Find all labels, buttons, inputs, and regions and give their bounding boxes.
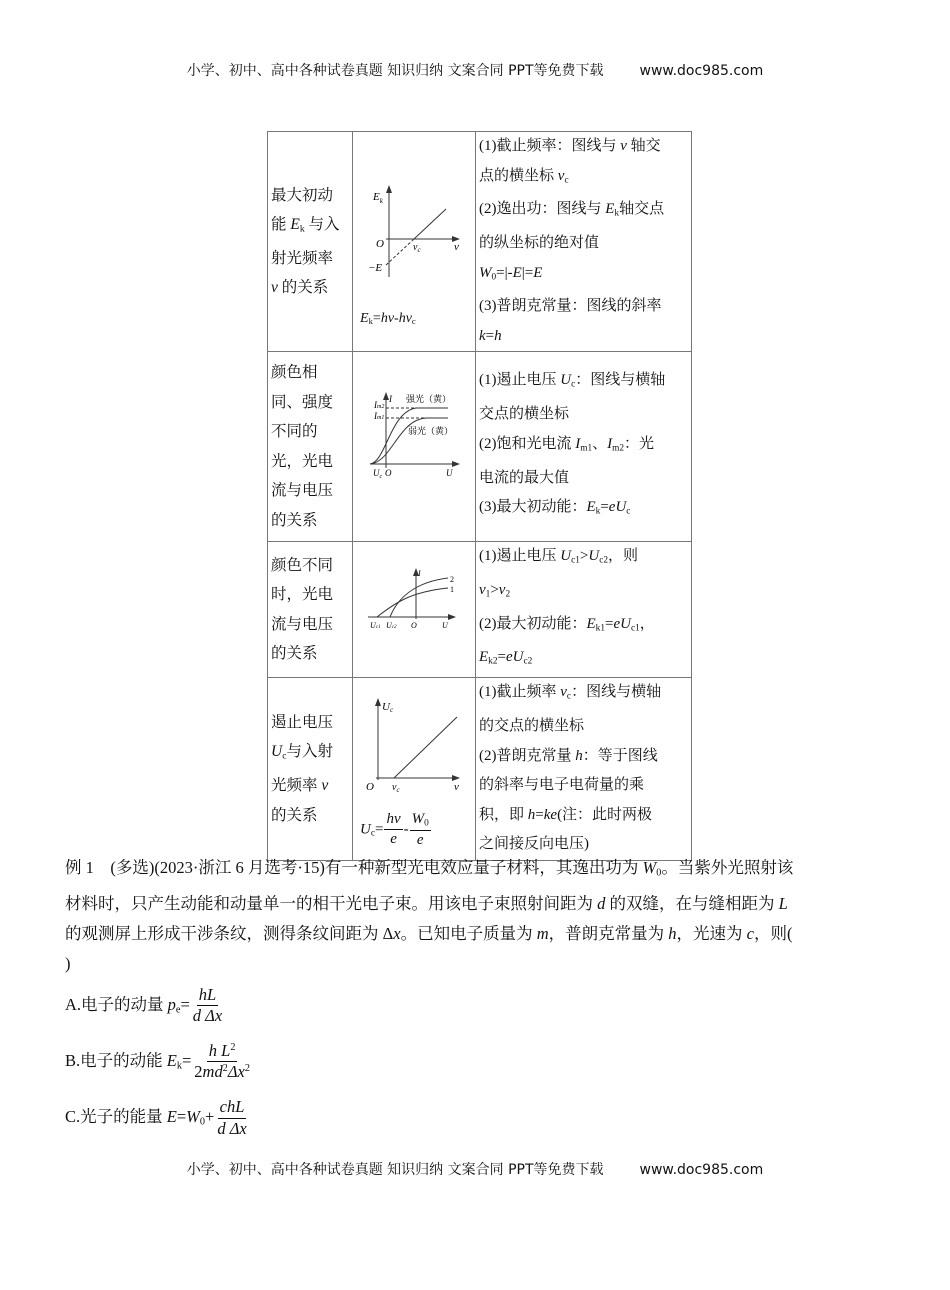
text-run: L xyxy=(221,1040,231,1060)
diagram-cell xyxy=(353,541,476,677)
origin-label: O xyxy=(366,781,374,794)
text-line xyxy=(271,244,349,274)
text-run: v xyxy=(560,684,567,701)
text-run: |= xyxy=(521,264,534,281)
text-run: 遏止电压 xyxy=(271,713,334,731)
text-run: h xyxy=(494,327,502,344)
numerator xyxy=(207,1041,238,1063)
table-row xyxy=(268,541,692,677)
text-run: 光，光电 xyxy=(271,452,334,470)
text-run: m xyxy=(536,923,549,943)
diagram-cell xyxy=(353,132,476,352)
text-line xyxy=(65,949,885,979)
curve-2-label: 2 xyxy=(450,575,454,585)
text-run: v xyxy=(271,279,278,297)
y-axis-label: I xyxy=(389,394,392,405)
text-run: E xyxy=(586,499,596,516)
text-run: 的关系 xyxy=(271,511,318,529)
text-run: c xyxy=(566,691,572,702)
uc2-label: Uc2 xyxy=(386,621,397,631)
text-run: k xyxy=(299,223,305,235)
text-run: m xyxy=(202,1062,215,1082)
option-b xyxy=(65,1041,885,1083)
x-intercept-label: $v_c$ xyxy=(413,242,421,255)
numerator xyxy=(197,985,218,1007)
diagram-cell xyxy=(353,352,476,542)
text-run: > xyxy=(490,581,499,598)
text-run: 点的横坐标 xyxy=(479,167,558,184)
text-line xyxy=(479,678,688,712)
text-run: E xyxy=(290,216,300,234)
uc-formula xyxy=(356,810,472,850)
text-run: k xyxy=(614,208,620,219)
text-run: 2 xyxy=(505,589,511,600)
text-run: = xyxy=(181,1050,192,1070)
text-run: - xyxy=(394,310,399,326)
text-run: h xyxy=(527,806,536,823)
text-run: ， xyxy=(639,615,655,632)
text-run: = xyxy=(176,1106,187,1126)
text-line xyxy=(271,388,349,418)
text-run: 与入射 xyxy=(286,743,333,761)
text-line xyxy=(271,358,349,388)
text-run: k xyxy=(176,1060,182,1072)
text-run: 。已知电子质量为 xyxy=(400,923,537,943)
text-line xyxy=(479,430,688,464)
text-line xyxy=(271,610,349,640)
text-run: I xyxy=(607,435,613,452)
footer-site: www.doc985.com xyxy=(639,1162,764,1178)
text-run: d xyxy=(214,1062,223,1082)
text-run: k xyxy=(479,327,486,344)
text-run: E xyxy=(166,1050,177,1070)
text-line xyxy=(479,610,688,644)
text-run: (2)饱和光电流 xyxy=(479,435,576,452)
text-run: E xyxy=(533,264,543,281)
text-run: = xyxy=(604,615,614,632)
x-axis-label: U xyxy=(442,621,448,631)
text-line xyxy=(271,708,349,738)
i-u-intensity-graph xyxy=(356,352,472,529)
text-run: = xyxy=(497,649,506,666)
text-run: U xyxy=(588,547,600,564)
text-run: ，光速为 xyxy=(676,923,747,943)
text-run: 最大初动 xyxy=(271,186,334,204)
text-run: = xyxy=(372,310,381,326)
text-run: (1)遏止电压 xyxy=(479,547,561,564)
text-run: 0 xyxy=(656,867,662,879)
photoelectric-graphs-table xyxy=(267,131,692,861)
text-run: 、 xyxy=(592,435,608,452)
text-line xyxy=(479,771,688,801)
text-line xyxy=(271,181,349,211)
text-run: U xyxy=(271,743,283,761)
text-run: (2)最大初动能： xyxy=(479,615,587,632)
text-run: U xyxy=(360,821,371,838)
x-axis-label: v xyxy=(454,241,459,254)
text-run: ：光 xyxy=(624,435,655,452)
text-run: W xyxy=(479,264,492,281)
option-c xyxy=(65,1097,885,1139)
text-run: Δx xyxy=(225,1118,247,1138)
im2-label: Im2 xyxy=(374,400,385,411)
text-line xyxy=(271,580,349,610)
header-text: 小学、初中、高中各种试卷真题 知识归纳 文案合同 PPT等免费下载 xyxy=(186,63,604,79)
text-run: hL xyxy=(198,984,217,1004)
text-line xyxy=(479,801,688,831)
row-label xyxy=(268,678,353,860)
text-run: e xyxy=(175,1004,181,1015)
text-line xyxy=(479,132,688,162)
text-run: x xyxy=(393,923,401,943)
denominator xyxy=(388,830,399,849)
text-run: 能 xyxy=(271,216,291,234)
text-run: = xyxy=(600,499,609,516)
row-label xyxy=(268,541,353,677)
y-axis-label: $E_k$ xyxy=(373,191,383,206)
footer-text: 小学、初中、高中各种试卷真题 知识归纳 文案合同 PPT等免费下载 xyxy=(186,1162,604,1178)
text-run: U xyxy=(560,547,572,564)
uc-v-graph xyxy=(356,688,472,798)
text-run: (注：此时两极 xyxy=(557,806,653,823)
text-run: 颜色相 xyxy=(271,364,318,382)
text-run: U xyxy=(560,372,572,389)
text-run: W xyxy=(186,1106,200,1126)
text-run: (3)最大初动能： xyxy=(479,499,587,516)
text-run: ke xyxy=(543,806,558,823)
origin-label: O xyxy=(385,468,392,479)
text-run: c xyxy=(626,506,631,517)
text-run: c xyxy=(370,828,375,839)
page-header xyxy=(0,60,950,80)
text-run: 流与电压 xyxy=(271,615,334,633)
text-run: hv xyxy=(386,811,401,828)
text-run: ，普朗克常量为 xyxy=(548,923,669,943)
text-run: c xyxy=(564,174,569,185)
text-run: chL xyxy=(219,1097,245,1117)
text-run: 例 1 (多选)(2023·浙江 6 月选考·15)有一种新型光电效应量子材料，其逸出功为 xyxy=(65,858,643,877)
text-line xyxy=(479,292,688,322)
text-run: v xyxy=(321,777,329,795)
y-axis-label: Uc xyxy=(382,701,394,715)
text-line xyxy=(479,400,688,430)
text-run: 电流的最大值 xyxy=(479,469,570,486)
denominator xyxy=(191,1006,224,1027)
text-line xyxy=(271,737,349,771)
text-line xyxy=(479,195,688,229)
text-run: hv xyxy=(380,310,395,326)
text-run: m1 xyxy=(580,443,593,454)
text-run: Δx xyxy=(201,1006,223,1026)
text-run: E xyxy=(166,1106,177,1126)
text-run: = xyxy=(374,821,384,838)
text-run: ：图线与横轴 xyxy=(575,372,666,389)
text-run: k xyxy=(595,506,601,517)
text-run: 的关系 xyxy=(271,806,318,824)
text-line xyxy=(271,551,349,581)
text-run: k xyxy=(368,315,373,326)
text-run: h xyxy=(668,923,677,943)
fraction xyxy=(410,810,431,850)
text-run: 的斜率与电子电荷量的乘 xyxy=(479,777,645,793)
text-run: (1)截止频率：图线与 xyxy=(479,138,621,154)
text-run: e xyxy=(416,831,424,848)
text-run: - xyxy=(403,821,409,838)
text-run: eU xyxy=(613,615,631,632)
text-run: 积，即 xyxy=(479,806,528,823)
origin-label: O xyxy=(411,621,417,631)
text-run: (3)普朗克常量：图线的斜率 xyxy=(479,298,662,315)
text-line xyxy=(479,643,688,677)
uc1-label: Uc1 xyxy=(370,621,381,631)
notes-cell xyxy=(476,541,692,677)
text-run: Δx xyxy=(227,1062,245,1082)
origin-label: O xyxy=(376,238,384,251)
text-run: = xyxy=(180,994,190,1014)
text-run: 0 xyxy=(491,271,497,282)
fraction xyxy=(191,985,224,1027)
text-run: E xyxy=(586,615,596,632)
text-run: E xyxy=(512,264,522,281)
text-run: 颜色不同 xyxy=(271,556,334,574)
text-run: 同、强度 xyxy=(271,393,334,411)
text-run: v xyxy=(620,138,627,154)
denominator xyxy=(192,1062,252,1083)
text-run: 0 xyxy=(199,1116,206,1128)
text-line xyxy=(271,273,349,303)
text-run: c2 xyxy=(523,656,533,667)
text-run: v xyxy=(498,581,506,598)
text-run: 的交点的横坐标 xyxy=(479,718,585,734)
strong-light-label: 强光（黄） xyxy=(406,394,452,405)
text-run: hv xyxy=(398,310,412,326)
text-run: ，则( xyxy=(753,923,793,943)
text-run: d xyxy=(217,1118,226,1138)
text-run: 不同的 xyxy=(271,423,318,441)
denominator xyxy=(215,1119,248,1140)
text-run: 2 xyxy=(194,1062,203,1082)
text-run: 交点的横坐标 xyxy=(479,406,570,423)
curve-1-label: 1 xyxy=(450,585,454,595)
text-run: d xyxy=(192,1006,202,1026)
notes-cell xyxy=(476,678,692,860)
text-run: 流与电压 xyxy=(271,482,334,500)
text-run: =|- xyxy=(496,264,513,281)
text-line xyxy=(479,322,688,352)
text-run: E xyxy=(360,310,369,326)
text-run: c1 xyxy=(571,555,580,566)
denominator xyxy=(415,831,426,850)
diagram-cell xyxy=(353,678,476,860)
text-line xyxy=(271,506,349,536)
text-line xyxy=(479,576,688,610)
text-run: B.电子的动能 xyxy=(65,1050,167,1070)
text-run: c1 xyxy=(630,622,640,633)
x-axis-label: v xyxy=(454,781,459,794)
text-line xyxy=(271,476,349,506)
text-run: 。当紫外光照射该 xyxy=(661,858,794,877)
text-run: 的观测屏上形成干涉条纹，测得条纹间距为 Δ xyxy=(65,923,394,943)
text-run: 之间接反向电压) xyxy=(479,836,589,852)
text-line xyxy=(479,229,688,259)
text-line xyxy=(479,366,688,400)
x-intercept-label: $v_c$ xyxy=(392,782,400,795)
text-run: A.电子的动量 xyxy=(65,994,168,1014)
text-run: = xyxy=(485,327,495,344)
text-run: ，则 xyxy=(607,547,638,564)
text-run: L xyxy=(778,893,788,913)
text-run: 的双缝，在与缝相距为 xyxy=(605,893,779,913)
y-axis-label: I xyxy=(418,569,421,579)
text-run: (2)普朗克常量 xyxy=(479,747,576,764)
text-run: c xyxy=(571,379,576,390)
text-run: E xyxy=(605,201,615,218)
example-1 xyxy=(65,853,885,1139)
text-run: (2)逸出功：图线与 xyxy=(479,201,606,218)
text-run: c xyxy=(411,315,416,326)
text-line xyxy=(479,464,688,494)
text-line xyxy=(65,919,885,949)
table-row xyxy=(268,132,692,352)
text-line xyxy=(271,801,349,831)
text-run: eU xyxy=(505,649,524,666)
text-line xyxy=(479,259,688,293)
x-axis-label: U xyxy=(446,468,453,479)
text-run: W xyxy=(642,858,657,877)
table-row xyxy=(268,678,692,860)
text-line xyxy=(65,853,885,889)
text-run: 轴交点 xyxy=(619,201,665,218)
text-line xyxy=(271,771,349,801)
page-footer xyxy=(0,1159,950,1179)
notes-cell xyxy=(476,352,692,542)
text-run: ) xyxy=(65,953,71,973)
text-run: 0 xyxy=(424,818,429,829)
text-run: C.光子的能量 xyxy=(65,1106,167,1126)
weak-light-label: 弱光（黄） xyxy=(408,426,454,437)
text-run: k1 xyxy=(595,622,605,633)
numerator xyxy=(384,810,402,830)
numerator xyxy=(410,810,431,831)
text-run: e xyxy=(390,831,397,848)
text-line xyxy=(479,493,688,527)
text-run: + xyxy=(205,1106,215,1126)
uc-label: $U_c$ xyxy=(373,468,383,481)
text-line xyxy=(271,417,349,447)
text-line xyxy=(479,712,688,742)
text-run: 的关系 xyxy=(277,279,329,297)
text-line xyxy=(479,542,688,576)
text-run: v xyxy=(479,581,486,598)
text-run: I xyxy=(575,435,581,452)
text-run: p xyxy=(167,994,176,1014)
i-u-frequency-graph xyxy=(356,542,472,665)
notes-cell xyxy=(476,132,692,352)
text-run: 光频率 xyxy=(271,777,322,795)
question-stem xyxy=(65,853,885,979)
text-run: 2 xyxy=(230,1041,236,1053)
text-run: 的纵坐标的绝对值 xyxy=(479,235,600,252)
y-intercept-label: −E xyxy=(368,262,383,275)
text-run: c xyxy=(746,923,754,943)
text-line xyxy=(479,742,688,772)
text-run: h xyxy=(575,747,583,764)
text-run: c xyxy=(282,750,287,762)
text-run: h xyxy=(208,1040,218,1060)
text-run: ：图线与横轴 xyxy=(571,684,662,701)
text-run: 的关系 xyxy=(271,645,318,663)
text-run: 轴交 xyxy=(626,138,661,154)
text-run: 2 xyxy=(244,1063,250,1075)
text-run: k2 xyxy=(488,656,498,667)
text-run: 1 xyxy=(485,589,491,600)
text-line xyxy=(65,889,885,919)
text-run: = xyxy=(535,806,544,823)
text-run: eU xyxy=(608,499,627,516)
fraction xyxy=(192,1041,252,1083)
fraction xyxy=(384,810,402,849)
table-row xyxy=(268,352,692,542)
text-run: > xyxy=(579,547,589,564)
text-run: W xyxy=(411,810,425,827)
text-run: c2 xyxy=(599,555,608,566)
row-label xyxy=(268,352,353,542)
text-run: d xyxy=(597,893,606,913)
text-run: 射光频率 xyxy=(271,249,334,267)
text-line xyxy=(271,210,349,244)
text-line xyxy=(271,447,349,477)
text-run: v xyxy=(557,167,565,184)
text-run: ：等于图线 xyxy=(582,747,658,764)
im1-label: Im1 xyxy=(374,411,385,422)
row-label xyxy=(268,132,353,352)
option-a xyxy=(65,985,885,1027)
text-run: m2 xyxy=(612,443,625,454)
text-run: (1)遏止电压 xyxy=(479,372,561,389)
header-site: www.doc985.com xyxy=(639,63,764,79)
text-run: (1)截止频率 xyxy=(479,684,561,701)
numerator xyxy=(218,1097,247,1119)
text-run: 与入 xyxy=(304,216,340,234)
text-line xyxy=(479,162,688,196)
text-run: 2 xyxy=(222,1063,228,1075)
text-line xyxy=(271,639,349,669)
fraction xyxy=(215,1097,248,1139)
ek-formula xyxy=(356,304,472,337)
text-run: 材料时，只产生动能和动量单一的相干光电子束。用该电子束照射间距为 xyxy=(65,893,598,913)
text-run: E xyxy=(479,649,489,666)
text-run: 时，光电 xyxy=(271,586,334,604)
